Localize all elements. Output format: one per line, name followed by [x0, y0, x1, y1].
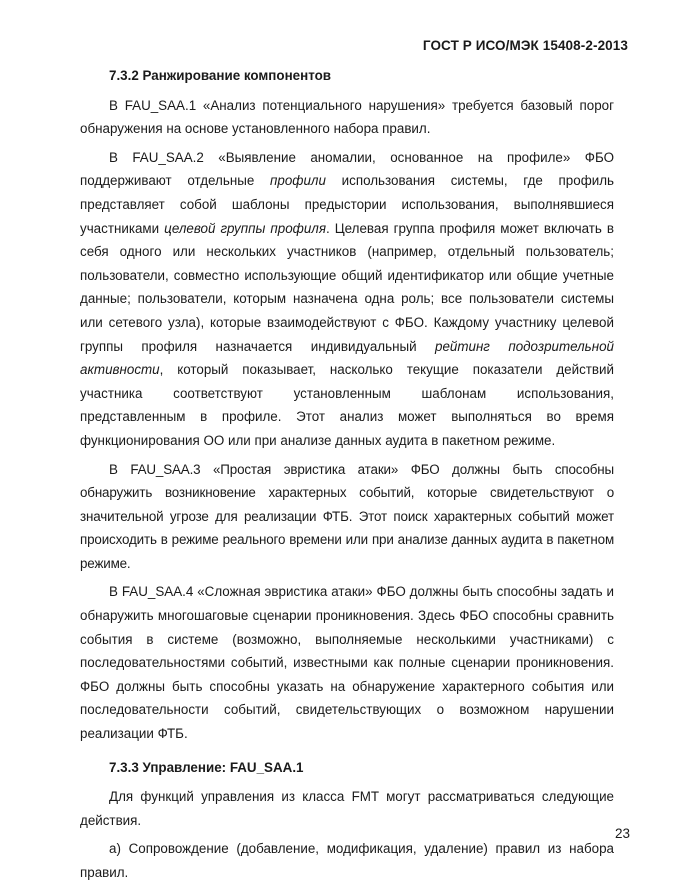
paragraph-fau-saa-3: В FAU_SAA.3 «Простая эвристика атаки» ФБО должны быть способны обнаружить возникновение характерных событий, которые свидетельствуют о значительной угрозе для реализации ФТБ. Этот поиск характерных событий может происходить в режиме реального времени или при анализе данных аудита в пакетном режиме.: [80, 461, 614, 571]
paragraph-fau-saa-1: В FAU_SAA.1 «Анализ потенциального нарушения» требуется базовый порог обнаружения на основе установленного набора правил.: [80, 97, 614, 137]
section-heading-7-3-3: 7.3.3 Управление: FAU_SAA.1: [109, 759, 304, 775]
paragraph-management-intro: Для функций управления из класса FMT могут рассматриваться следующие действия.: [80, 789, 614, 828]
text-run: , который показывает, насколько текущие показатели действий участника соответствуют установленным шаблонам использования, представленным в профиле. Этот анализ может выполняться во время функционирования ОО или при анализе данных аудита в пакетном режиме.: [80, 362, 614, 448]
list-item-a: а) Сопровождение (добавление, модификация, удаление) правил из набора правил.: [80, 841, 614, 880]
text-run: В FAU_SAA.2 «Выявление аномалии, основанное на профиле» ФБО поддерживают отдельные: [80, 149, 614, 189]
paragraph-fau-saa-2: [80, 146, 614, 453]
page-body: [80, 64, 614, 890]
section-heading-7-3-2: 7.3.2 Ранжирование компонентов: [109, 68, 331, 83]
italic-term-target-group: целевой группы профиля: [164, 220, 326, 236]
text-run: использования системы, где профиль представляет собой шаблоны предыстории использования, выполнявшиеся участниками: [80, 173, 614, 236]
italic-term-suspicion-rating: рейтинг подозрительной активности: [80, 338, 614, 378]
document-code-header: ГОСТ Р ИСО/МЭК 15408-2-2013: [422, 38, 628, 53]
page-number: 23: [614, 826, 630, 841]
italic-term-profiles: профили: [270, 173, 326, 189]
paragraph-fau-saa-4: В FAU_SAA.4 «Сложная эвристика атаки» ФБО должны быть способны задать и обнаружить многошаговые сценарии проникновения. Здесь ФБО способны сравнить события в системе (возможно, выполняемые несколькими участниками) с последовательностями событий, известными как полные сценарии проникновения. ФБО должны быть способны указать на обнаружение характерного события или последовательности событий, свидетельствующих о возможном нарушении реализации ФТБ.: [80, 584, 614, 742]
text-run: . Целевая группа профиля может включать в себя одного или нескольких участников (например, отдельный пользователь; пользователи, совместно использующие общий идентификатор или общие учетные данные; пользователи, которым назначена одна роль; все пользователи системы или сетевого узла), которые взаимодействуют с ФБО. Каждому участнику целевой группы профиля назначается индивидуальный: [80, 220, 614, 354]
